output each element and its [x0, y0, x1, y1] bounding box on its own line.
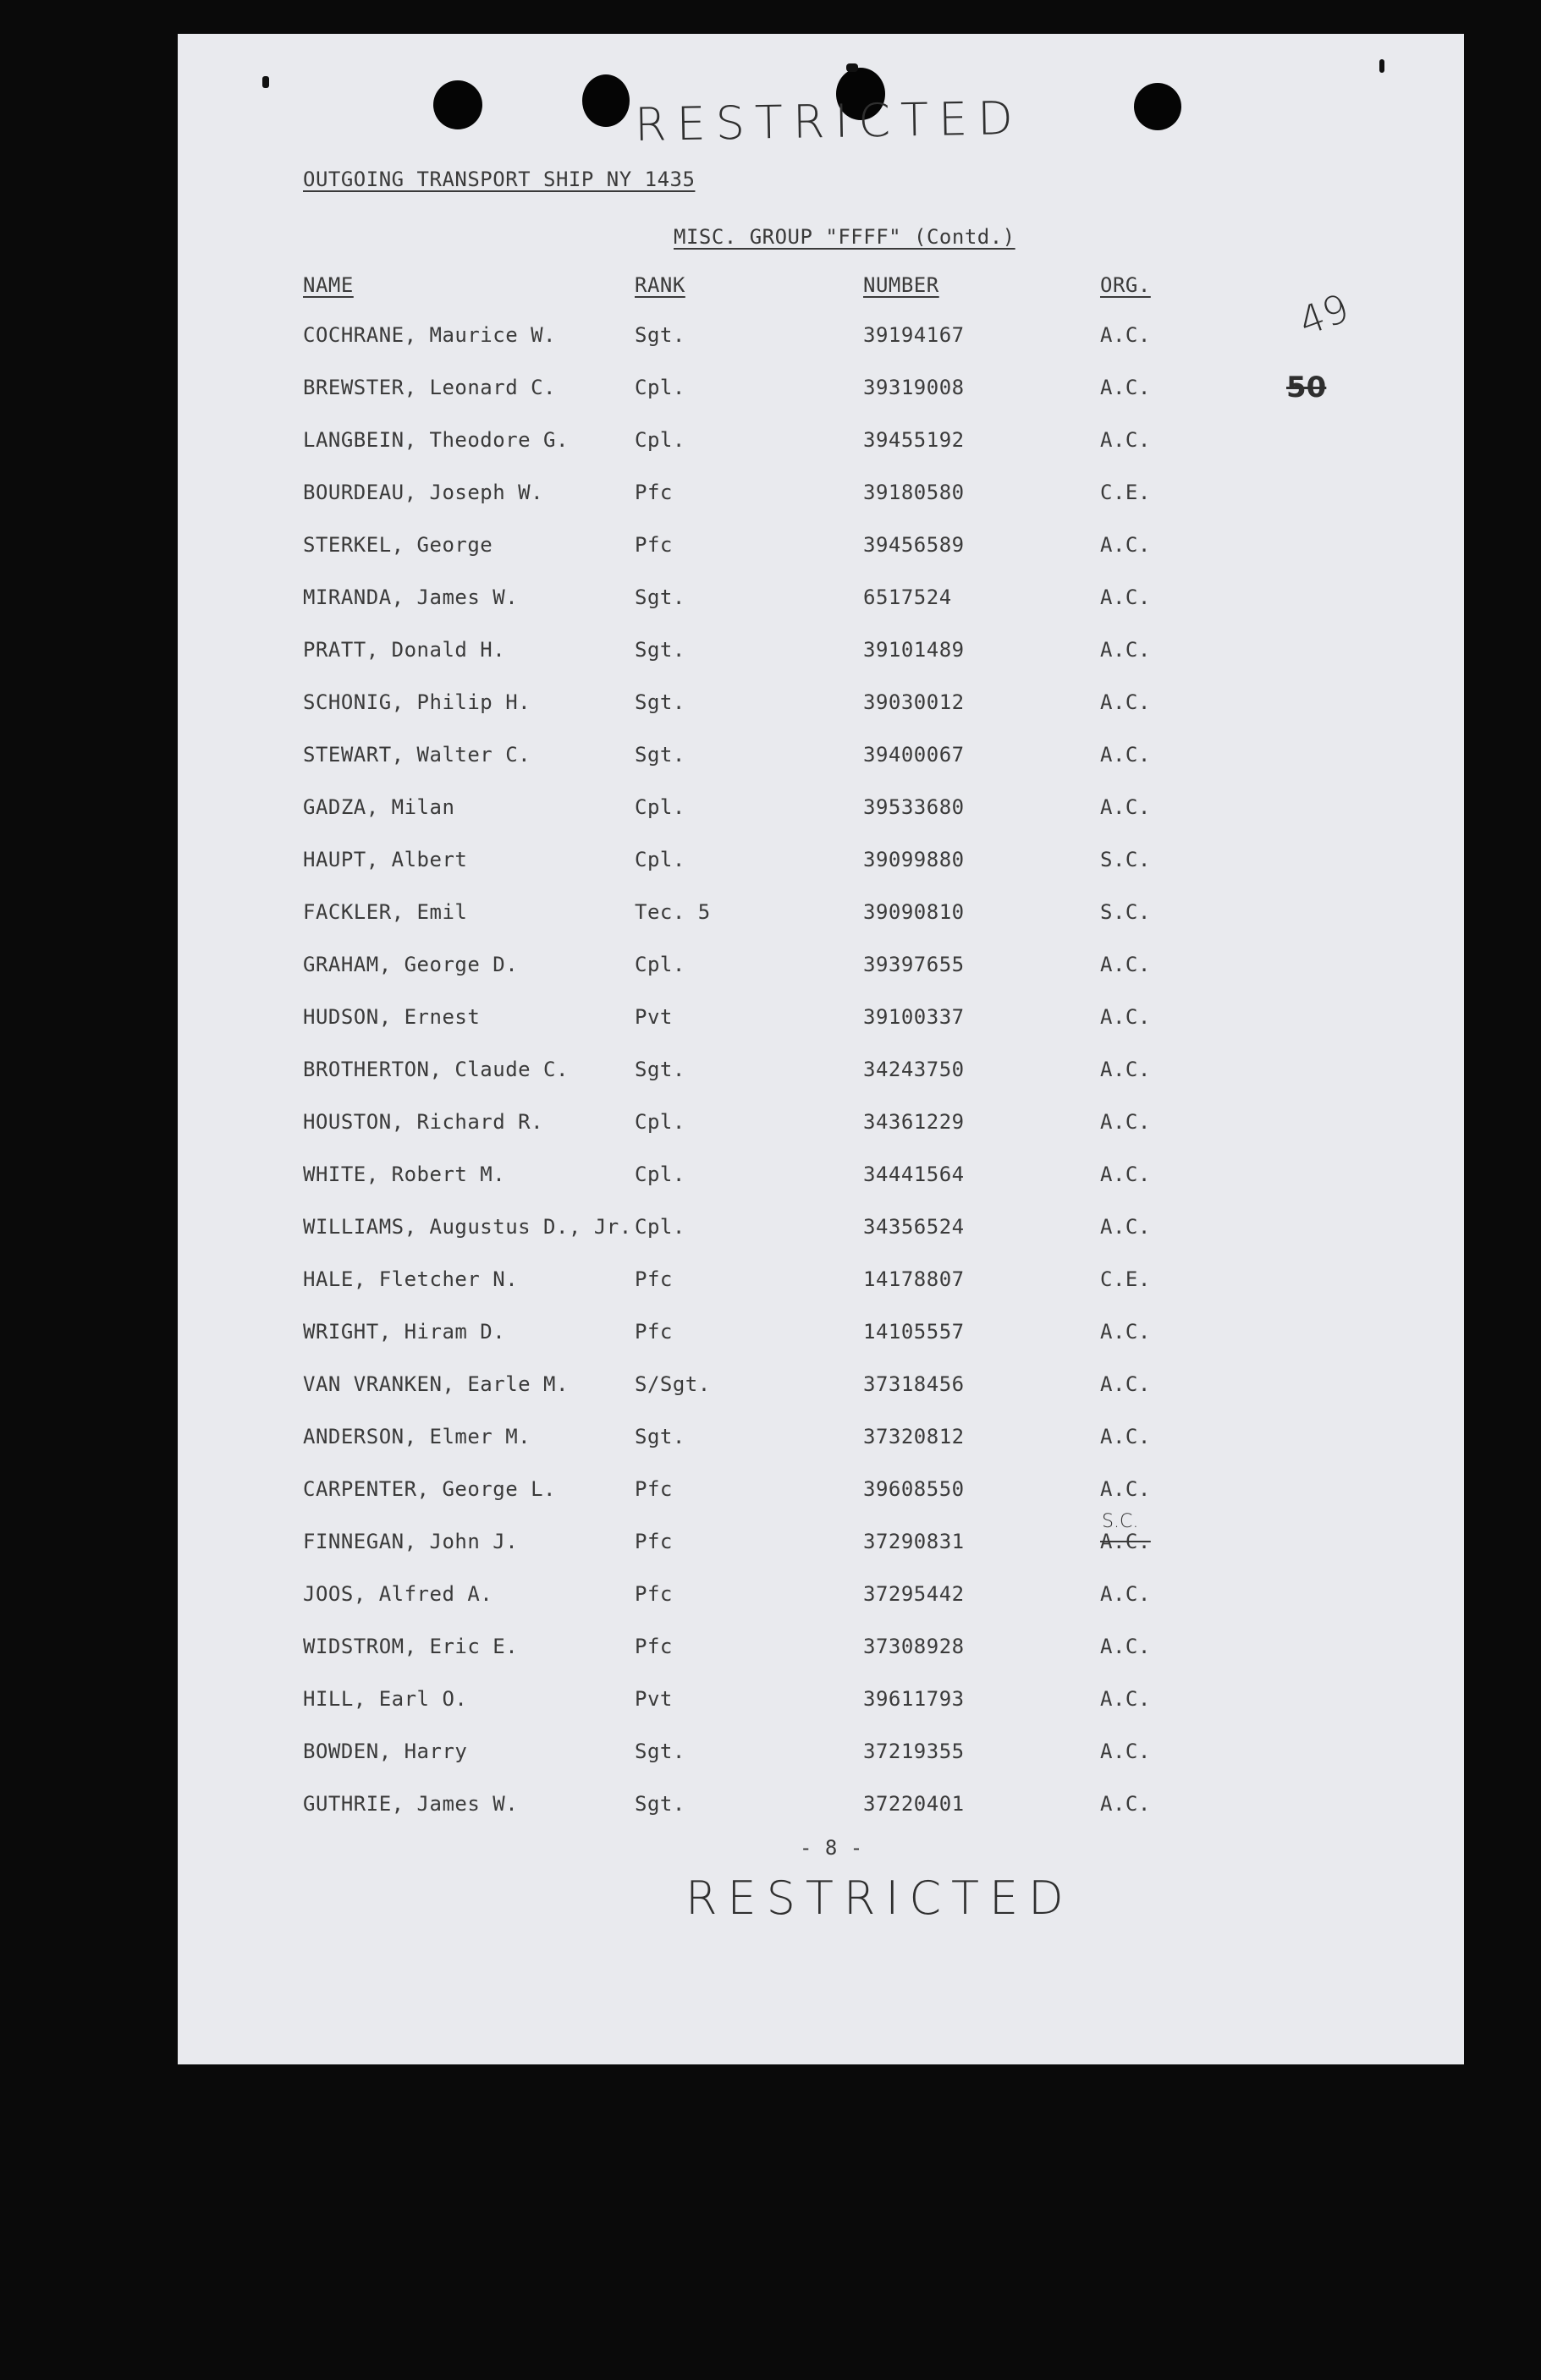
cell-rank: Sgt. — [635, 743, 685, 767]
table-row — [178, 690, 1464, 743]
table-row — [178, 481, 1464, 533]
cell-rank: Cpl. — [635, 1163, 685, 1186]
cell-rank: Sgt. — [635, 585, 685, 609]
table-row — [178, 323, 1464, 376]
margin-note-count: 49 — [1292, 284, 1356, 345]
table-row — [178, 1687, 1464, 1740]
cell-name: BREWSTER, Leonard C. — [303, 376, 556, 399]
cell-number: 34243750 — [863, 1058, 965, 1081]
ink-speck — [1379, 59, 1384, 73]
table-row — [178, 533, 1464, 585]
cell-number: 39180580 — [863, 481, 965, 504]
cell-rank: Cpl. — [635, 428, 685, 452]
cell-number: 37320812 — [863, 1425, 965, 1448]
cell-rank: Sgt. — [635, 638, 685, 662]
cell-name: HALE, Fletcher N. — [303, 1267, 519, 1291]
cell-org: A.C. — [1100, 1687, 1151, 1711]
cell-rank: Sgt. — [635, 1792, 685, 1816]
cell-number: 34356524 — [863, 1215, 965, 1239]
table-row — [178, 1635, 1464, 1687]
cell-rank: Pfc — [635, 533, 673, 557]
cell-number: 39533680 — [863, 795, 965, 819]
cell-number: 39611793 — [863, 1687, 965, 1711]
column-header-org: ORG. — [1100, 273, 1151, 297]
cell-number: 37290831 — [863, 1530, 965, 1553]
cell-org: A.C. — [1100, 1740, 1151, 1763]
cell-name: WIDSTROM, Eric E. — [303, 1635, 519, 1658]
cell-name: BOWDEN, Harry — [303, 1740, 468, 1763]
cell-name: FINNEGAN, John J. — [303, 1530, 519, 1553]
cell-name: SCHONIG, Philip H. — [303, 690, 531, 714]
cell-org: A.C. — [1100, 1058, 1151, 1081]
punch-hole — [582, 74, 630, 127]
cell-rank: Pfc — [635, 1320, 673, 1344]
cell-name: HUDSON, Ernest — [303, 1005, 481, 1029]
cell-number: 37220401 — [863, 1792, 965, 1816]
cell-name: VAN VRANKEN, Earle M. — [303, 1372, 569, 1396]
cell-number: 39456589 — [863, 533, 965, 557]
cell-name: PRATT, Donald H. — [303, 638, 506, 662]
cell-name: BROTHERTON, Claude C. — [303, 1058, 569, 1081]
cell-rank: Pfc — [635, 1477, 673, 1501]
cell-org: A.C. — [1100, 428, 1151, 452]
cell-number: 37308928 — [863, 1635, 965, 1658]
table-row — [178, 953, 1464, 1005]
cell-org: A.C. — [1100, 1320, 1151, 1344]
cell-rank: Sgt. — [635, 1058, 685, 1081]
cell-org: A.C. — [1100, 1635, 1151, 1658]
cell-name: JOOS, Alfred A. — [303, 1582, 493, 1606]
document-page — [178, 34, 1464, 2064]
cell-org: C.E. — [1100, 481, 1151, 504]
cell-name: HILL, Earl O. — [303, 1687, 468, 1711]
cell-rank: Cpl. — [635, 953, 685, 976]
cell-rank: Tec. 5 — [635, 900, 711, 924]
cell-org: A.C. — [1100, 1530, 1151, 1553]
cell-org: A.C. — [1100, 1792, 1151, 1816]
cell-name: GUTHRIE, James W. — [303, 1792, 519, 1816]
cell-number: 34441564 — [863, 1163, 965, 1186]
punch-hole — [433, 80, 482, 129]
table-row — [178, 900, 1464, 953]
cell-org: A.C. — [1100, 376, 1151, 399]
table-row — [178, 638, 1464, 690]
table-row — [178, 1058, 1464, 1110]
cell-name: STERKEL, George — [303, 533, 493, 557]
cell-rank: S/Sgt. — [635, 1372, 711, 1396]
table-row — [178, 585, 1464, 638]
cell-org: A.C. — [1100, 953, 1151, 976]
table-row — [178, 376, 1464, 428]
cell-name: GRAHAM, George D. — [303, 953, 519, 976]
restricted-stamp-bottom: RESTRICTED — [685, 1872, 1074, 1925]
ship-title: OUTGOING TRANSPORT SHIP NY 1435 — [303, 168, 696, 191]
cell-org: A.C. — [1100, 1215, 1151, 1239]
cell-rank: Sgt. — [635, 1425, 685, 1448]
cell-org: A.C. — [1100, 323, 1151, 347]
table-row — [178, 1163, 1464, 1215]
cell-number: 39455192 — [863, 428, 965, 452]
cell-org: A.C. — [1100, 795, 1151, 819]
cell-number: 37295442 — [863, 1582, 965, 1606]
restricted-stamp-top: RESTRICTED — [634, 91, 1024, 151]
cell-rank: Cpl. — [635, 1110, 685, 1134]
cell-rank: Pfc — [635, 1530, 673, 1553]
page-number: - 8 - — [800, 1836, 863, 1860]
cell-org: A.C. — [1100, 1005, 1151, 1029]
cell-number: 39030012 — [863, 690, 965, 714]
cell-rank: Sgt. — [635, 1740, 685, 1763]
cell-org: C.E. — [1100, 1267, 1151, 1291]
cell-rank: Pfc — [635, 1582, 673, 1606]
cell-number: 14178807 — [863, 1267, 965, 1291]
org-correction: S.C. — [1102, 1511, 1139, 1532]
cell-number: 37219355 — [863, 1740, 965, 1763]
cell-name: MIRANDA, James W. — [303, 585, 519, 609]
table-row — [178, 428, 1464, 481]
cell-rank: Sgt. — [635, 690, 685, 714]
cell-org: A.C. — [1100, 533, 1151, 557]
cell-rank: Cpl. — [635, 848, 685, 871]
cell-org: A.C. — [1100, 1110, 1151, 1134]
table-row — [178, 1320, 1464, 1372]
cell-org: A.C. — [1100, 1372, 1151, 1396]
table-row — [178, 1511, 1464, 1582]
table-row — [178, 1582, 1464, 1635]
cell-org: A.C. — [1100, 585, 1151, 609]
cell-rank: Sgt. — [635, 323, 685, 347]
table-row — [178, 1267, 1464, 1320]
table-row — [178, 848, 1464, 900]
cell-name: ANDERSON, Elmer M. — [303, 1425, 531, 1448]
cell-number: 39099880 — [863, 848, 965, 871]
cell-org: A.C. — [1100, 1163, 1151, 1186]
cell-org: S.C. — [1100, 848, 1151, 871]
table-row — [178, 743, 1464, 795]
cell-org: A.C. — [1100, 1582, 1151, 1606]
cell-number: 39400067 — [863, 743, 965, 767]
cell-rank: Cpl. — [635, 376, 685, 399]
cell-number: 14105557 — [863, 1320, 965, 1344]
cell-name: STEWART, Walter C. — [303, 743, 531, 767]
table-row — [178, 795, 1464, 848]
cell-number: 39194167 — [863, 323, 965, 347]
cell-rank: Pvt — [635, 1687, 673, 1711]
table-row — [178, 1425, 1464, 1477]
cell-org: S.C. — [1100, 900, 1151, 924]
cell-name: GADZA, Milan — [303, 795, 455, 819]
table-row — [178, 1372, 1464, 1425]
table-row — [178, 1110, 1464, 1163]
cell-number: 39319008 — [863, 376, 965, 399]
cell-name: CARPENTER, George L. — [303, 1477, 556, 1501]
cell-name: WRIGHT, Hiram D. — [303, 1320, 506, 1344]
column-header-row — [178, 273, 1464, 326]
cell-rank: Cpl. — [635, 1215, 685, 1239]
cell-org: A.C. — [1100, 638, 1151, 662]
ink-speck — [846, 63, 858, 72]
cell-name: FACKLER, Emil — [303, 900, 468, 924]
cell-name: HAUPT, Albert — [303, 848, 468, 871]
cell-number: 39608550 — [863, 1477, 965, 1501]
cell-rank: Pfc — [635, 1635, 673, 1658]
column-header-name: NAME — [303, 273, 354, 297]
ink-speck — [262, 76, 269, 88]
table-row — [178, 1477, 1464, 1530]
cell-name: WHITE, Robert M. — [303, 1163, 506, 1186]
column-header-number: NUMBER — [863, 273, 939, 297]
cell-name: HOUSTON, Richard R. — [303, 1110, 544, 1134]
cell-number: 39090810 — [863, 900, 965, 924]
cell-org: A.C. — [1100, 1425, 1151, 1448]
cell-number: 37318456 — [863, 1372, 965, 1396]
column-header-rank: RANK — [635, 273, 685, 297]
punch-hole — [1134, 83, 1181, 130]
group-title: MISC. GROUP "FFFF" (Contd.) — [674, 225, 1015, 249]
cell-name: WILLIAMS, Augustus D., Jr. — [303, 1215, 632, 1239]
cell-rank: Cpl. — [635, 795, 685, 819]
cell-org: A.C. — [1100, 690, 1151, 714]
cell-number: 39100337 — [863, 1005, 965, 1029]
cell-number: 34361229 — [863, 1110, 965, 1134]
cell-org: A.C. — [1100, 743, 1151, 767]
cell-name: BOURDEAU, Joseph W. — [303, 481, 544, 504]
cell-number: 39397655 — [863, 953, 965, 976]
cell-name: LANGBEIN, Theodore G. — [303, 428, 569, 452]
margin-note-crossed: 50 — [1286, 371, 1327, 404]
table-row — [178, 1005, 1464, 1058]
table-row — [178, 1215, 1464, 1267]
cell-rank: Pvt — [635, 1005, 673, 1029]
cell-number: 6517524 — [863, 585, 952, 609]
cell-number: 39101489 — [863, 638, 965, 662]
cell-name: COCHRANE, Maurice W. — [303, 323, 556, 347]
table-row — [178, 1740, 1464, 1792]
cell-org: A.C. — [1100, 1477, 1151, 1501]
cell-rank: Pfc — [635, 481, 673, 504]
cell-rank: Pfc — [635, 1267, 673, 1291]
